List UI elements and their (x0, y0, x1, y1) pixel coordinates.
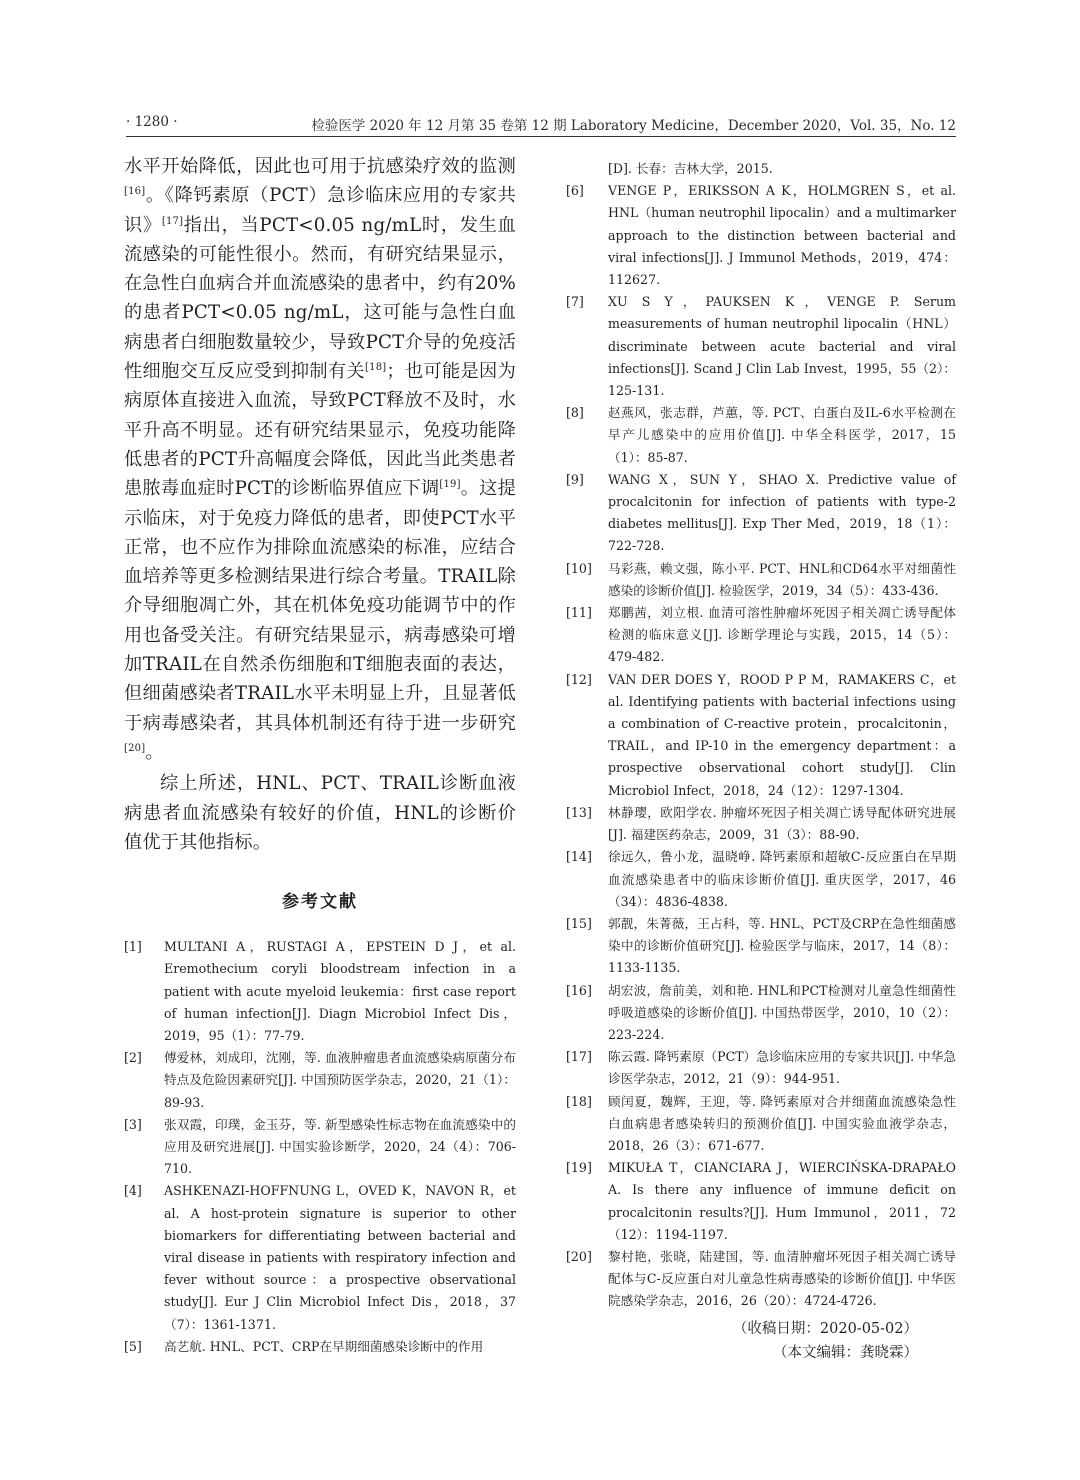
page-header (126, 112, 956, 137)
body-text-segment: ；也可能是因为病原体直接进入血流，导致PCT释放不及时，水平升高不明显。还有研究结果显示，免疫功能降低患者的PCT升高幅度会降低，因此当此类患者患脓毒血症时PCT的诊断临界值应下调 (124, 361, 516, 500)
reference-item (124, 936, 516, 1047)
reference-item (124, 1047, 516, 1114)
reference-list-left (124, 936, 516, 1358)
reference-text: XU S Y，PAUKSEN K，VENGE P. Serum measurements of human neutrophil lipocalin（HNL）discriminate between acute bacterial and viral infections[J]. Scand J Clin Lab Invest，1995，55（2）：125-131. (608, 294, 956, 399)
body-text-segment: 。 (145, 741, 164, 763)
reference-item (124, 1114, 516, 1181)
reference-item (566, 913, 956, 980)
journal-running-head: 检验医学 2020 年 12 月第 35 卷第 12 期 Laboratory Medicine，December 2020，Vol. 35，No. 12 (311, 118, 956, 134)
reference-text: 陈云霞. 降钙素原（PCT）急诊临床应用的专家共识[J]. 中华急诊医学杂志，2012，21（9）：944-951. (608, 1049, 956, 1087)
reference-text: 黎村艳，张晓，陆建国，等. 血清肿瘤坏死因子相关凋亡诱导配体与C-反应蛋白对儿童急性病毒感染的诊断价值[J]. 中华医院感染学杂志，2016，26（20）：4724-4726. (608, 1248, 956, 1309)
reference-item (566, 402, 956, 469)
reference-number: [19] (566, 1160, 592, 1176)
reference-number: [3] (124, 1116, 142, 1132)
reference-item (566, 602, 956, 669)
body-text-segment: 。这提示临床，对于免疫力降低的患者，即使PCT水平正常，也不应作为排除血流感染的标准，应结合血培养等更多检测结果进行综合考量。TRAIL除介导细胞凋亡外，其在机体免疫功能调节中的作用也备受关注。有研究结果显示，病毒感染可增加TRAIL在自然杀伤细胞和T细胞表面的表达，但细菌感染者TRAIL水平未明显上升，且显著低于病毒感染者，其具体机制还有待于进一步研究 (124, 478, 516, 734)
reference-item (566, 1091, 956, 1158)
reference-number: [12] (566, 671, 592, 687)
body-text-segment: 水平开始降低，因此也可用于抗感染疗效的监测 (124, 156, 516, 177)
body-text-segment: 。《降钙素原（PCT）急诊临床应用的专家共识》 (124, 185, 516, 236)
body-text-segment: 指出，当PCT<0.05 ng/mL时，发生血流感染的可能性很小。然而，有研究结果显示，在急性白血病合并血流感染的患者中，约有20%的患者PCT<0.05 ng/mL，这可能与急性白血病患者白细胞数量较少，导致PCT介导的免疫活性细胞交互反应受到抑制有关 (124, 214, 516, 383)
reference-item (566, 802, 956, 846)
reference-text: MIKUŁA T，CIANCIARA J，WIERCIŃSKA-DRAPAŁO A. Is there any influence of immune deficit on procalcitonin results?[J]. Hum Immunol，2011，72（12）：1194-1197. (608, 1160, 956, 1242)
reference-item (566, 669, 956, 802)
reference-text: 顾闰夏，魏辉，王迎，等. 降钙素原对合并细菌血流感染急性白血病患者感染转归的预测价值[J]. 中国实验血液学杂志，2018，26（3）：671-677. (608, 1093, 956, 1153)
citation-superscript: [18] (365, 362, 387, 374)
reference-text: [D]. 长春：吉林大学，2015. (608, 161, 773, 176)
right-column (566, 158, 956, 1365)
reference-number: [16] (566, 982, 592, 998)
citation-superscript: [19] (439, 479, 461, 491)
reference-item (124, 1336, 516, 1358)
reference-item (566, 1046, 956, 1090)
reference-item (566, 1157, 956, 1246)
reference-number: [14] (566, 849, 592, 865)
reference-number: [10] (566, 560, 592, 576)
reference-text: 胡宏波，詹前美，刘和艳. HNL和PCT检测对儿童急性细菌性呼吸道感染的诊断价值[J]. 中国热带医学，2010，10（2）：223-224. (608, 982, 956, 1042)
reference-text: 郭靓，朱菁薇，王占科，等. HNL、PCT及CRP在急性细菌感染中的诊断价值研究[J]. 检验医学与临床，2017，14（8）：1133-1135. (608, 915, 956, 976)
reference-number: [6] (566, 183, 584, 199)
reference-text: WANG X，SUN Y，SHAO X. Predictive value of procalcitonin for infection of patients with type-2 diabetes mellitus[J]. Exp Ther Med，2019，18（1）：722-728. (608, 471, 956, 554)
reference-number: [17] (566, 1049, 592, 1065)
reference-number: [9] (566, 471, 584, 487)
left-column (124, 152, 516, 1358)
reference-text: 傅爱林，刘成印，沈刚，等. 血液肿瘤患者血流感染病原菌分布特点及危险因素研究[J]. 中国预防医学杂志，2020，21（1）：89-93. (164, 1050, 516, 1110)
reference-number: [5] (124, 1338, 142, 1354)
reference-number: [4] (124, 1183, 142, 1199)
body-paragraph-1 (124, 152, 516, 767)
reference-text: 林静璎，欧阳学农. 肿瘤坏死因子相关凋亡诱导配体研究进展[J]. 福建医药杂志，2009，31（3）：88-90. (608, 804, 956, 843)
reference-text: VENGE P，ERIKSSON A K，HOLMGREN S，et al. HNL（human neutrophil lipocalin）and a multimarker approach to the distinction between bacterial and viral infections[J]. J Immunol Methods，2019，474：112627. (608, 183, 956, 288)
reference-item (566, 469, 956, 558)
reference-item (566, 980, 956, 1047)
reference-text: VAN DER DOES Y，ROOD P P M，RAMAKERS C，et al. Identifying patients with bacterial infections using a combination of C-reactive protein，procalcitonin，TRAIL，and IP-10 in the emergency department：a prospective observational cohort study[J]. Clin Microbiol Infect，2018，24（12）：1297-1304. (608, 671, 956, 798)
reference-number: [15] (566, 915, 592, 931)
reference-text: MULTANI A，RUSTAGI A，EPSTEIN D J，et al. Eremothecium coryli bloodstream infection in a patient with acute myeloid leukemia：first case report of human infection[J]. Diagn Microbiol Infect Dis，2019，95（1）：77-79. (164, 939, 516, 1043)
reference-item (566, 1246, 956, 1313)
page-number: · 1280 · (126, 114, 178, 130)
reference-text: 徐远久，鲁小龙，温晓峥. 降钙素原和超敏C-反应蛋白在早期血流感染患者中的临床诊断价值[J]. 重庆医学，2017，46（34）：4836-4838. (608, 849, 956, 909)
references-heading: 参考文献 (282, 892, 358, 913)
citation-superscript: [17] (161, 215, 184, 227)
reference-number: [20] (566, 1248, 592, 1264)
received-date: （收稿日期：2020-05-02） (732, 1320, 918, 1337)
reference-number: [1] (124, 939, 142, 955)
reference-item (566, 180, 956, 291)
reference-text: 马彩燕，赖文强，陈小平. PCT、HNL和CD64水平对细菌性感染的诊断价值[J]. 检验医学，2019，34（5）：433-436. (608, 560, 956, 598)
reference-text: ASHKENAZI-HOFFNUNG L，OVED K，NAVON R，et al. A host-protein signature is superior to other biomarkers for differentiating between bacterial and viral disease in patients with respiratory infection and fever without source：a prospective observational study[J]. Eur J Clin Microbiol Infect Dis，2018，37（7）：1361-1371. (164, 1183, 516, 1332)
reference-number: [7] (566, 294, 584, 310)
reference-text: 高艺航. HNL、PCT、CRP在早期细菌感染诊断中的作用 (164, 1338, 484, 1354)
reference-number: [13] (566, 804, 592, 820)
reference-item (124, 1180, 516, 1335)
body-paragraph-2: 综上所述，HNL、PCT、TRAIL诊断血液病患者血流感染有较好的价值，HNL的诊断价值优于其他指标。 (124, 773, 516, 853)
citation-superscript: [16] (124, 186, 146, 198)
reference-continuation (566, 158, 956, 180)
reference-text: 张双霞，印璞，金玉芬，等. 新型感染性标志物在血流感染中的应用及研究进展[J]. 中国实验诊断学，2020，24（4）：706-710. (164, 1116, 516, 1177)
reference-number: [8] (566, 405, 584, 421)
reference-text: 郑鹏茜，刘立根. 血清可溶性肿瘤坏死因子相关凋亡诱导配体检测的临床意义[J]. 诊断学理论与实践，2015，14（5）：479-482. (608, 605, 956, 665)
reference-item (566, 291, 956, 402)
reference-number: [2] (124, 1050, 142, 1066)
editor-credit: （本文编辑：龚晓霖） (773, 1344, 918, 1361)
reference-text: 赵燕风，张志群，芦蕙，等. PCT、白蛋白及IL-6水平检测在早产儿感染中的应用价值[J]. 中华全科医学，2017，15（1）：85-87. (608, 405, 956, 465)
reference-item (566, 558, 956, 602)
reference-number: [18] (566, 1093, 592, 1109)
reference-item (566, 846, 956, 913)
citation-superscript: [20] (124, 742, 146, 754)
reference-number: [11] (566, 605, 592, 621)
